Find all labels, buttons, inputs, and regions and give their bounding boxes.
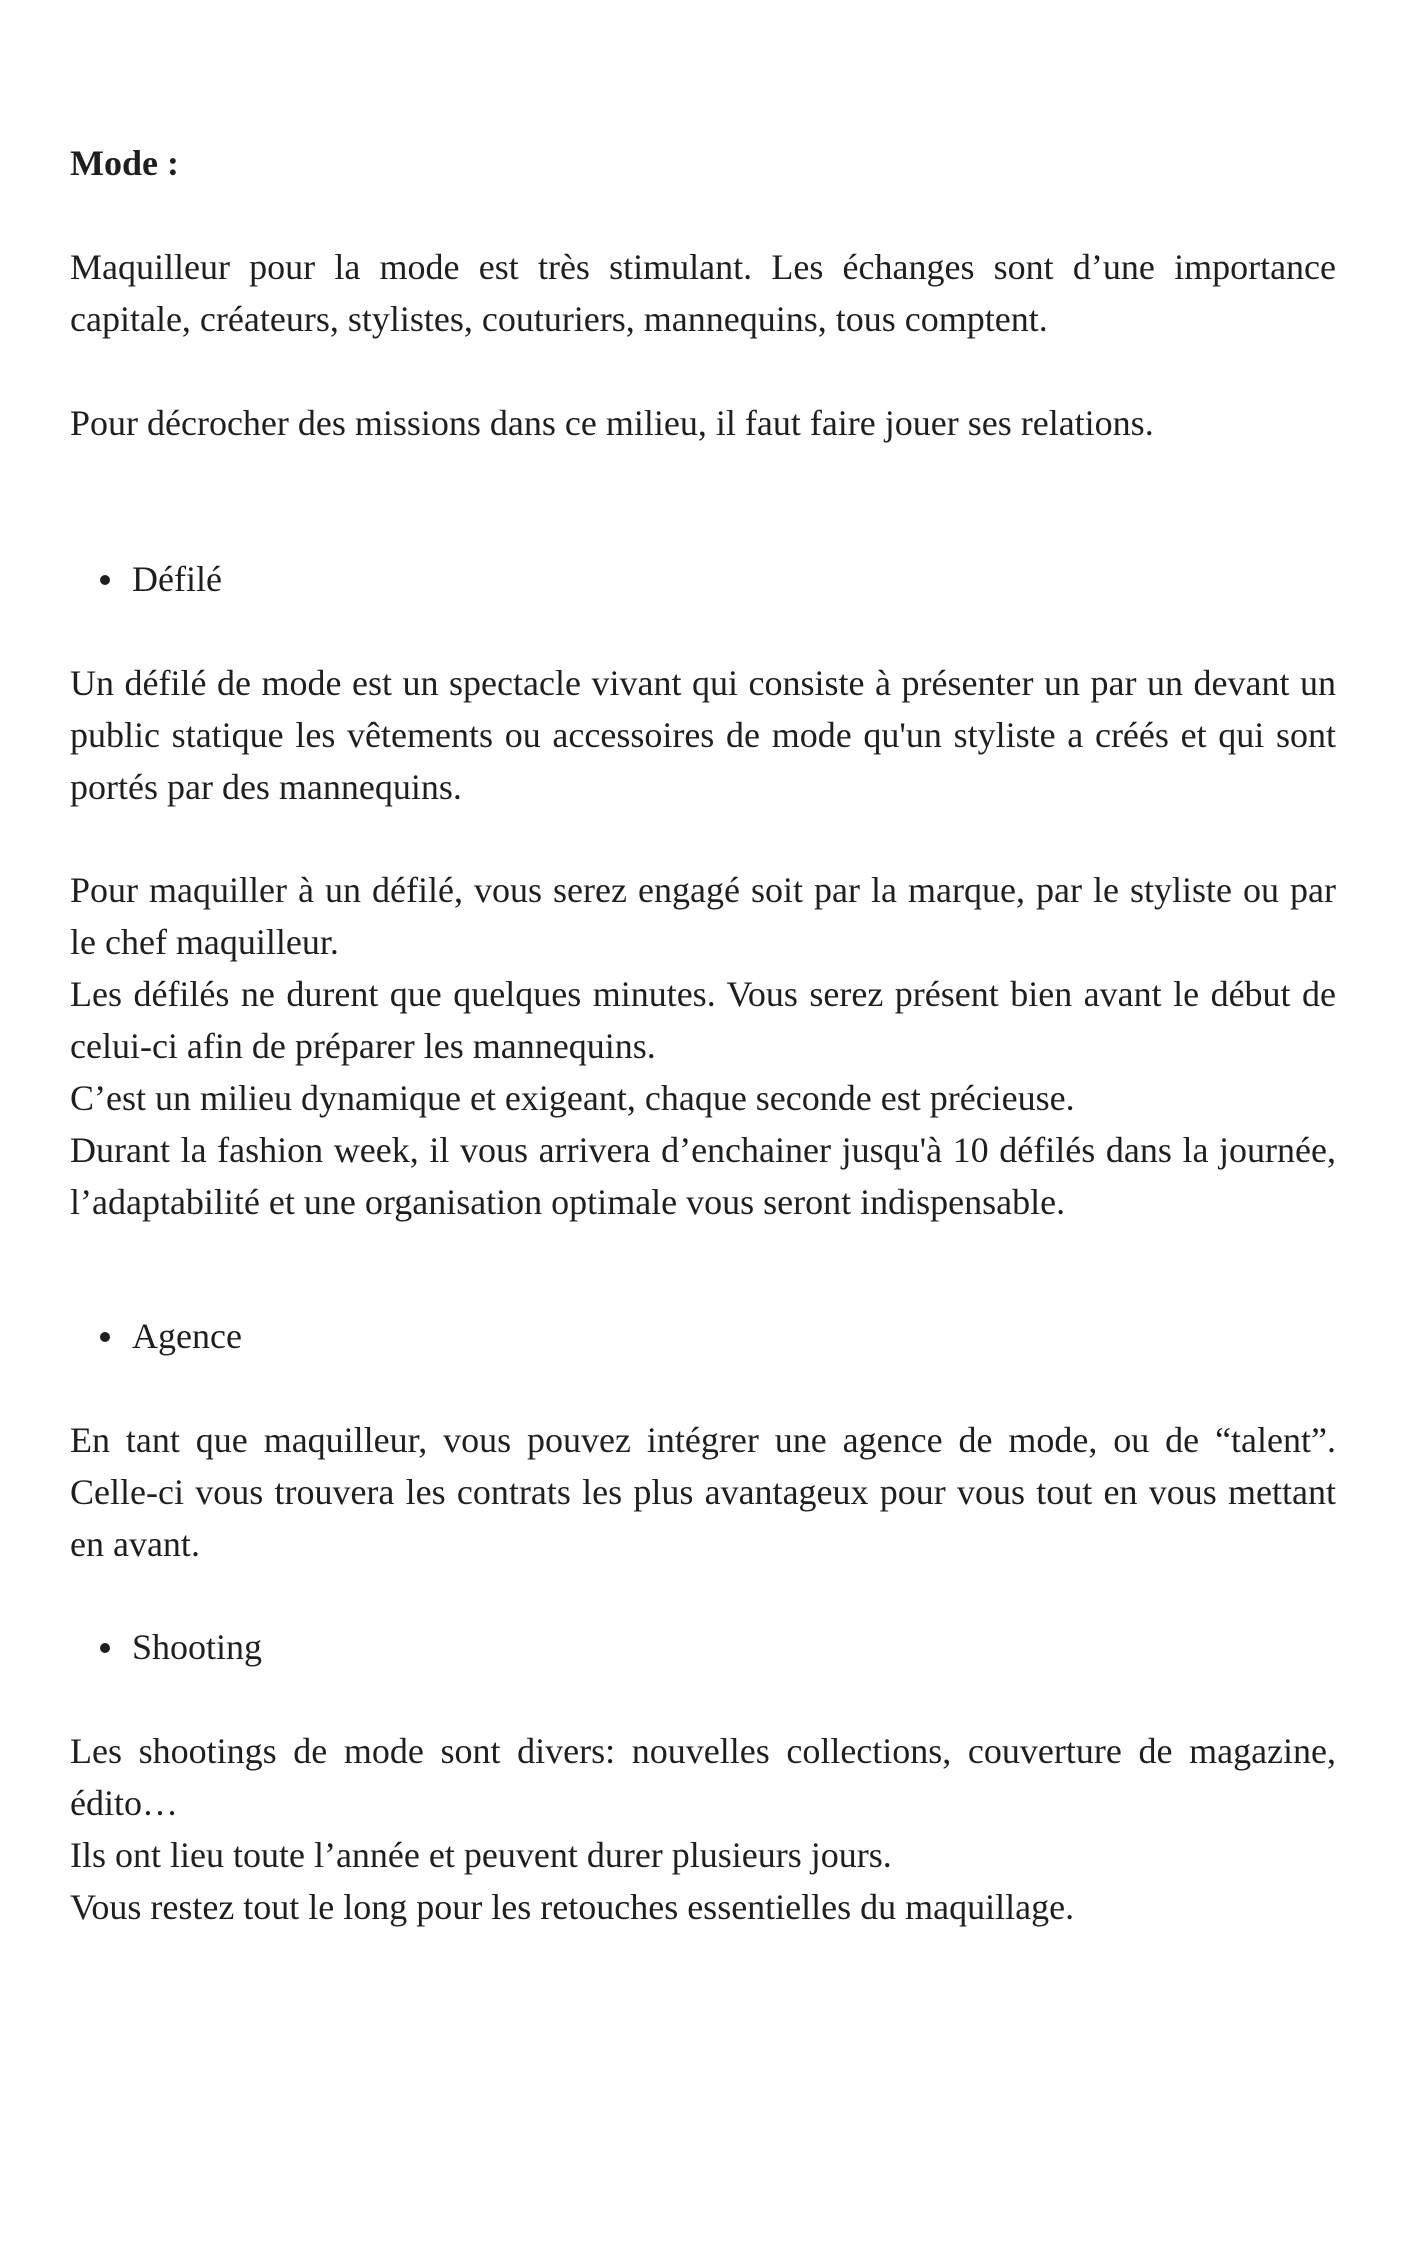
defile-definition-paragraph: Un défilé de mode est un spectacle vivant qui consiste à présenter un par un devant un public statique les vêtements ou accessoires de mode qu'un styliste a créés et qui sont portés par des mannequins. bbox=[70, 663, 1336, 807]
bullet-agence-label: Agence bbox=[132, 1316, 242, 1356]
bullet-dot-icon bbox=[100, 1643, 110, 1653]
bullet-shooting bbox=[100, 1621, 262, 1673]
defile-engagement-paragraph: Pour maquiller à un défilé, vous serez engagé soit par la marque, par le styliste ou par le chef maquilleur. bbox=[70, 870, 1336, 962]
shooting-duration-paragraph: Ils ont lieu toute l’année et peuvent durer plusieurs jours. bbox=[70, 1835, 892, 1875]
bullet-defile bbox=[100, 553, 222, 605]
relations-paragraph: Pour décrocher des missions dans ce milieu, il faut faire jouer ses relations. bbox=[70, 403, 1154, 443]
section-heading: Mode : bbox=[70, 143, 179, 183]
shooting-types-paragraph: Les shootings de mode sont divers: nouvelles collections, couverture de magazine, édito… bbox=[70, 1731, 1336, 1823]
bullet-agence bbox=[100, 1310, 242, 1362]
agence-paragraph: En tant que maquilleur, vous pouvez intégrer une agence de mode, ou de “talent”. Celle-ci vous trouvera les contrats les plus avantageux pour vous tout en vous mettant en avant. bbox=[70, 1420, 1336, 1564]
bullet-defile-label: Défilé bbox=[132, 559, 222, 599]
bullet-shooting-label: Shooting bbox=[132, 1627, 263, 1667]
intro-paragraph: Maquilleur pour la mode est très stimulant. Les échanges sont d’une importance capitale, créateurs, stylistes, couturiers, mannequins, tous comptent. bbox=[70, 247, 1336, 339]
fashion-week-paragraph: Durant la fashion week, il vous arrivera d’enchainer jusqu'à 10 défilés dans la journée, l’adaptabilité et une organisation optimale vous seront indispensable. bbox=[70, 1130, 1336, 1222]
bullet-dot-icon bbox=[100, 1332, 110, 1342]
bullet-dot-icon bbox=[100, 575, 110, 585]
shooting-retouches-paragraph: Vous restez tout le long pour les retouches essentielles du maquillage. bbox=[70, 1887, 1075, 1927]
defile-duration-paragraph: Les défilés ne durent que quelques minutes. Vous serez présent bien avant le début de celui-ci afin de préparer les mannequins. bbox=[70, 974, 1336, 1066]
defile-milieu-paragraph: C’est un milieu dynamique et exigeant, chaque seconde est précieuse. bbox=[70, 1078, 1075, 1118]
